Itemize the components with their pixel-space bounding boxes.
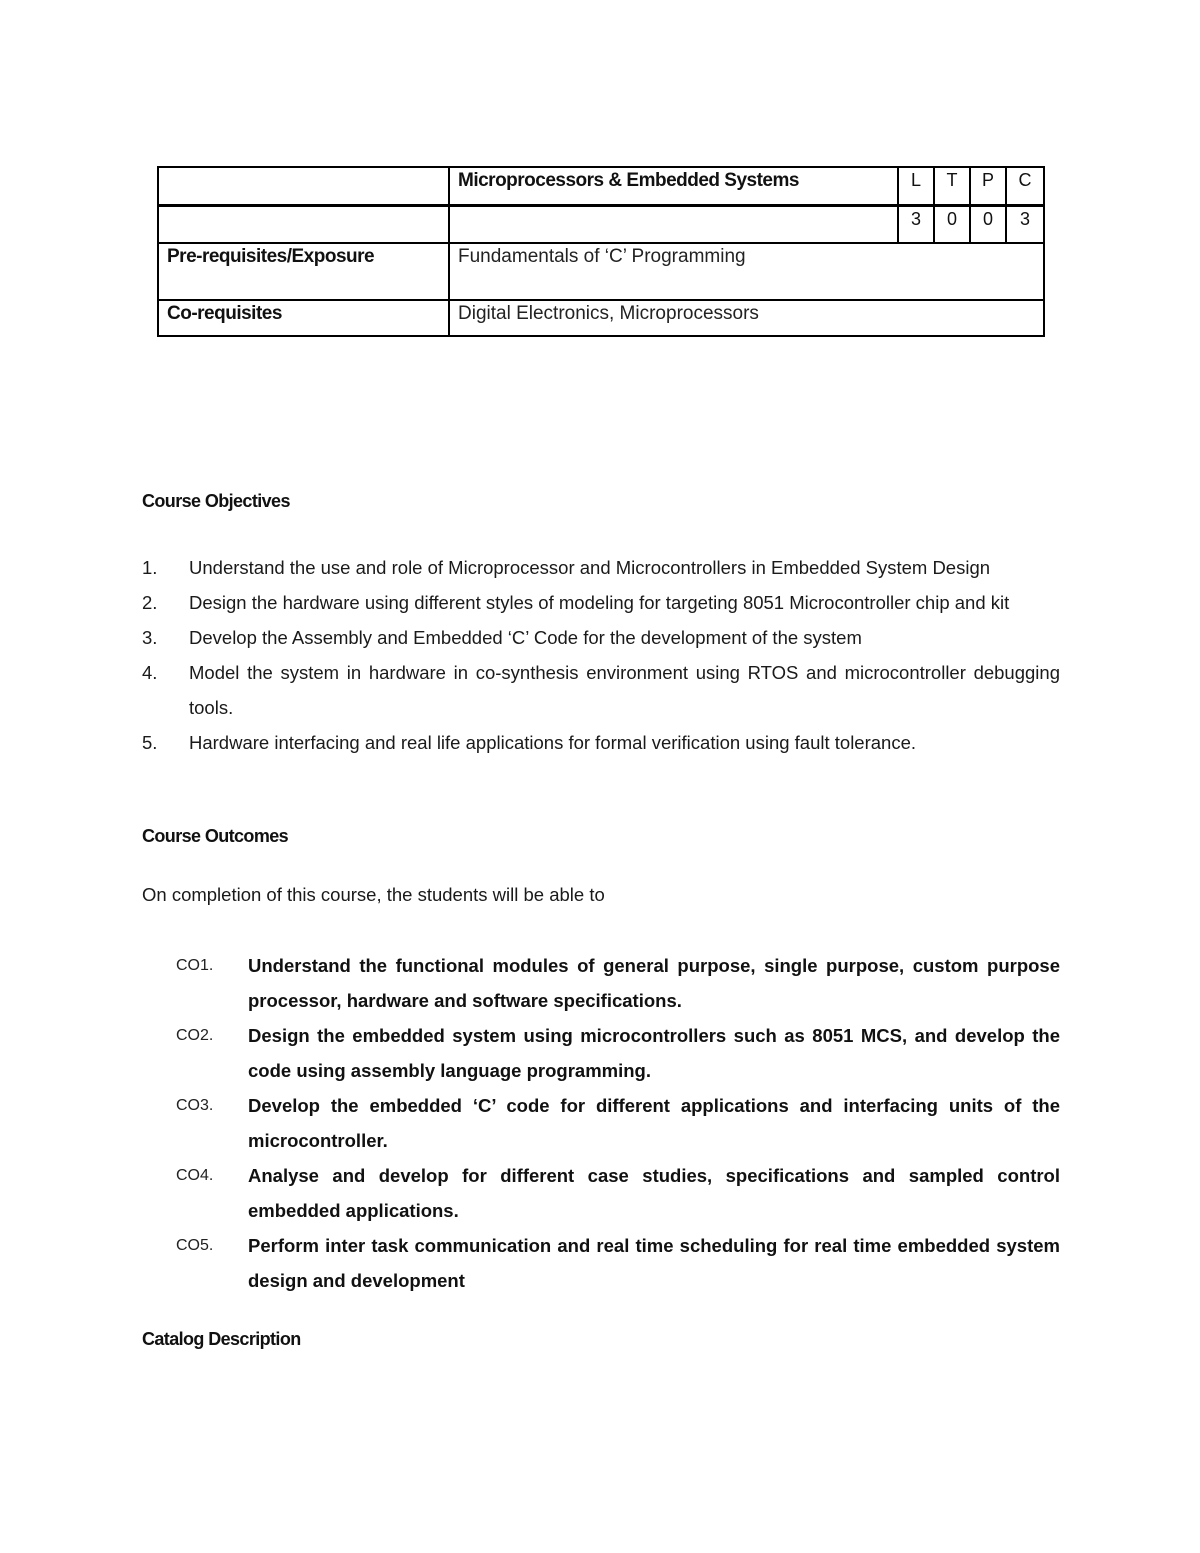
ltpc-value-p: 0 xyxy=(970,206,1006,244)
course-header-table xyxy=(157,166,1045,337)
outcome-code: CO4. xyxy=(176,1167,214,1184)
prereq-label: Pre-requisites/Exposure xyxy=(158,243,449,300)
outcome-item xyxy=(176,1158,1060,1228)
objective-text: Understand the use and role of Microprocessor and Microcontrollers in Embedded System Design xyxy=(189,557,991,578)
outcomes-intro: On completion of this course, the students will be able to xyxy=(142,884,605,905)
outcomes-heading: Course Outcomes xyxy=(142,826,289,846)
ltpc-label-p: P xyxy=(970,167,1006,206)
empty-cell xyxy=(158,206,449,244)
ltpc-label-c: C xyxy=(1006,167,1044,206)
outcomes-list xyxy=(176,948,1060,1298)
empty-cell xyxy=(449,206,898,244)
outcome-code: CO1. xyxy=(176,957,214,974)
outcome-text: Understand the functional modules of general purpose, single purpose, custom purpose processor, hardware and software specifications. xyxy=(248,955,1060,1011)
objective-item xyxy=(142,620,1060,655)
outcome-text: Perform inter task communication and real time scheduling for real time embedded system design and development xyxy=(248,1235,1060,1291)
outcome-text: Design the embedded system using microcontrollers such as 8051 MCS, and develop the code using assembly language programming. xyxy=(248,1025,1060,1081)
ltpc-label-l: L xyxy=(898,167,934,206)
ltpc-value-t: 0 xyxy=(934,206,970,244)
outcome-code: CO5. xyxy=(176,1237,214,1254)
ltpc-value-l: 3 xyxy=(898,206,934,244)
objective-number: 5. xyxy=(142,732,158,753)
objective-item xyxy=(142,655,1060,725)
ltpc-label-t: T xyxy=(934,167,970,206)
outcome-code: CO2. xyxy=(176,1027,214,1044)
objective-text: Design the hardware using different styles of modeling for targeting 8051 Microcontroller chip and kit xyxy=(189,592,1010,613)
outcome-item xyxy=(176,1018,1060,1088)
course-title: Microprocessors & Embedded Systems xyxy=(449,167,898,206)
outcome-text: Develop the embedded ‘C’ code for different applications and interfacing units of the microcontroller. xyxy=(248,1095,1060,1151)
objective-item xyxy=(142,585,1060,620)
objective-number: 1. xyxy=(142,557,158,578)
objectives-heading: Course Objectives xyxy=(142,491,290,511)
objective-item xyxy=(142,725,1060,760)
objective-number: 4. xyxy=(142,662,158,683)
outcome-text: Analyse and develop for different case studies, specifications and sampled control embedded applications. xyxy=(248,1165,1060,1221)
outcome-item xyxy=(176,948,1060,1018)
prereq-value: Fundamentals of ‘C’ Programming xyxy=(449,243,1044,300)
objective-text: Model the system in hardware in co-synthesis environment using RTOS and microcontroller debugging tools. xyxy=(189,662,1060,718)
outcome-code: CO3. xyxy=(176,1097,214,1114)
objective-text: Hardware interfacing and real life applications for formal verification using fault tolerance. xyxy=(189,732,917,753)
objective-number: 2. xyxy=(142,592,158,613)
outcome-item xyxy=(176,1228,1060,1298)
ltpc-value-c: 3 xyxy=(1006,206,1044,244)
objective-text: Develop the Assembly and Embedded ‘C’ Code for the development of the system xyxy=(189,627,862,648)
outcome-item xyxy=(176,1088,1060,1158)
coreq-value: Digital Electronics, Microprocessors xyxy=(449,300,1044,336)
catalog-heading: Catalog Description xyxy=(142,1329,301,1349)
objective-item xyxy=(142,550,1060,585)
coreq-label: Co-requisites xyxy=(158,300,449,336)
objective-number: 3. xyxy=(142,627,158,648)
empty-cell xyxy=(158,167,449,206)
objectives-list xyxy=(142,550,1060,760)
